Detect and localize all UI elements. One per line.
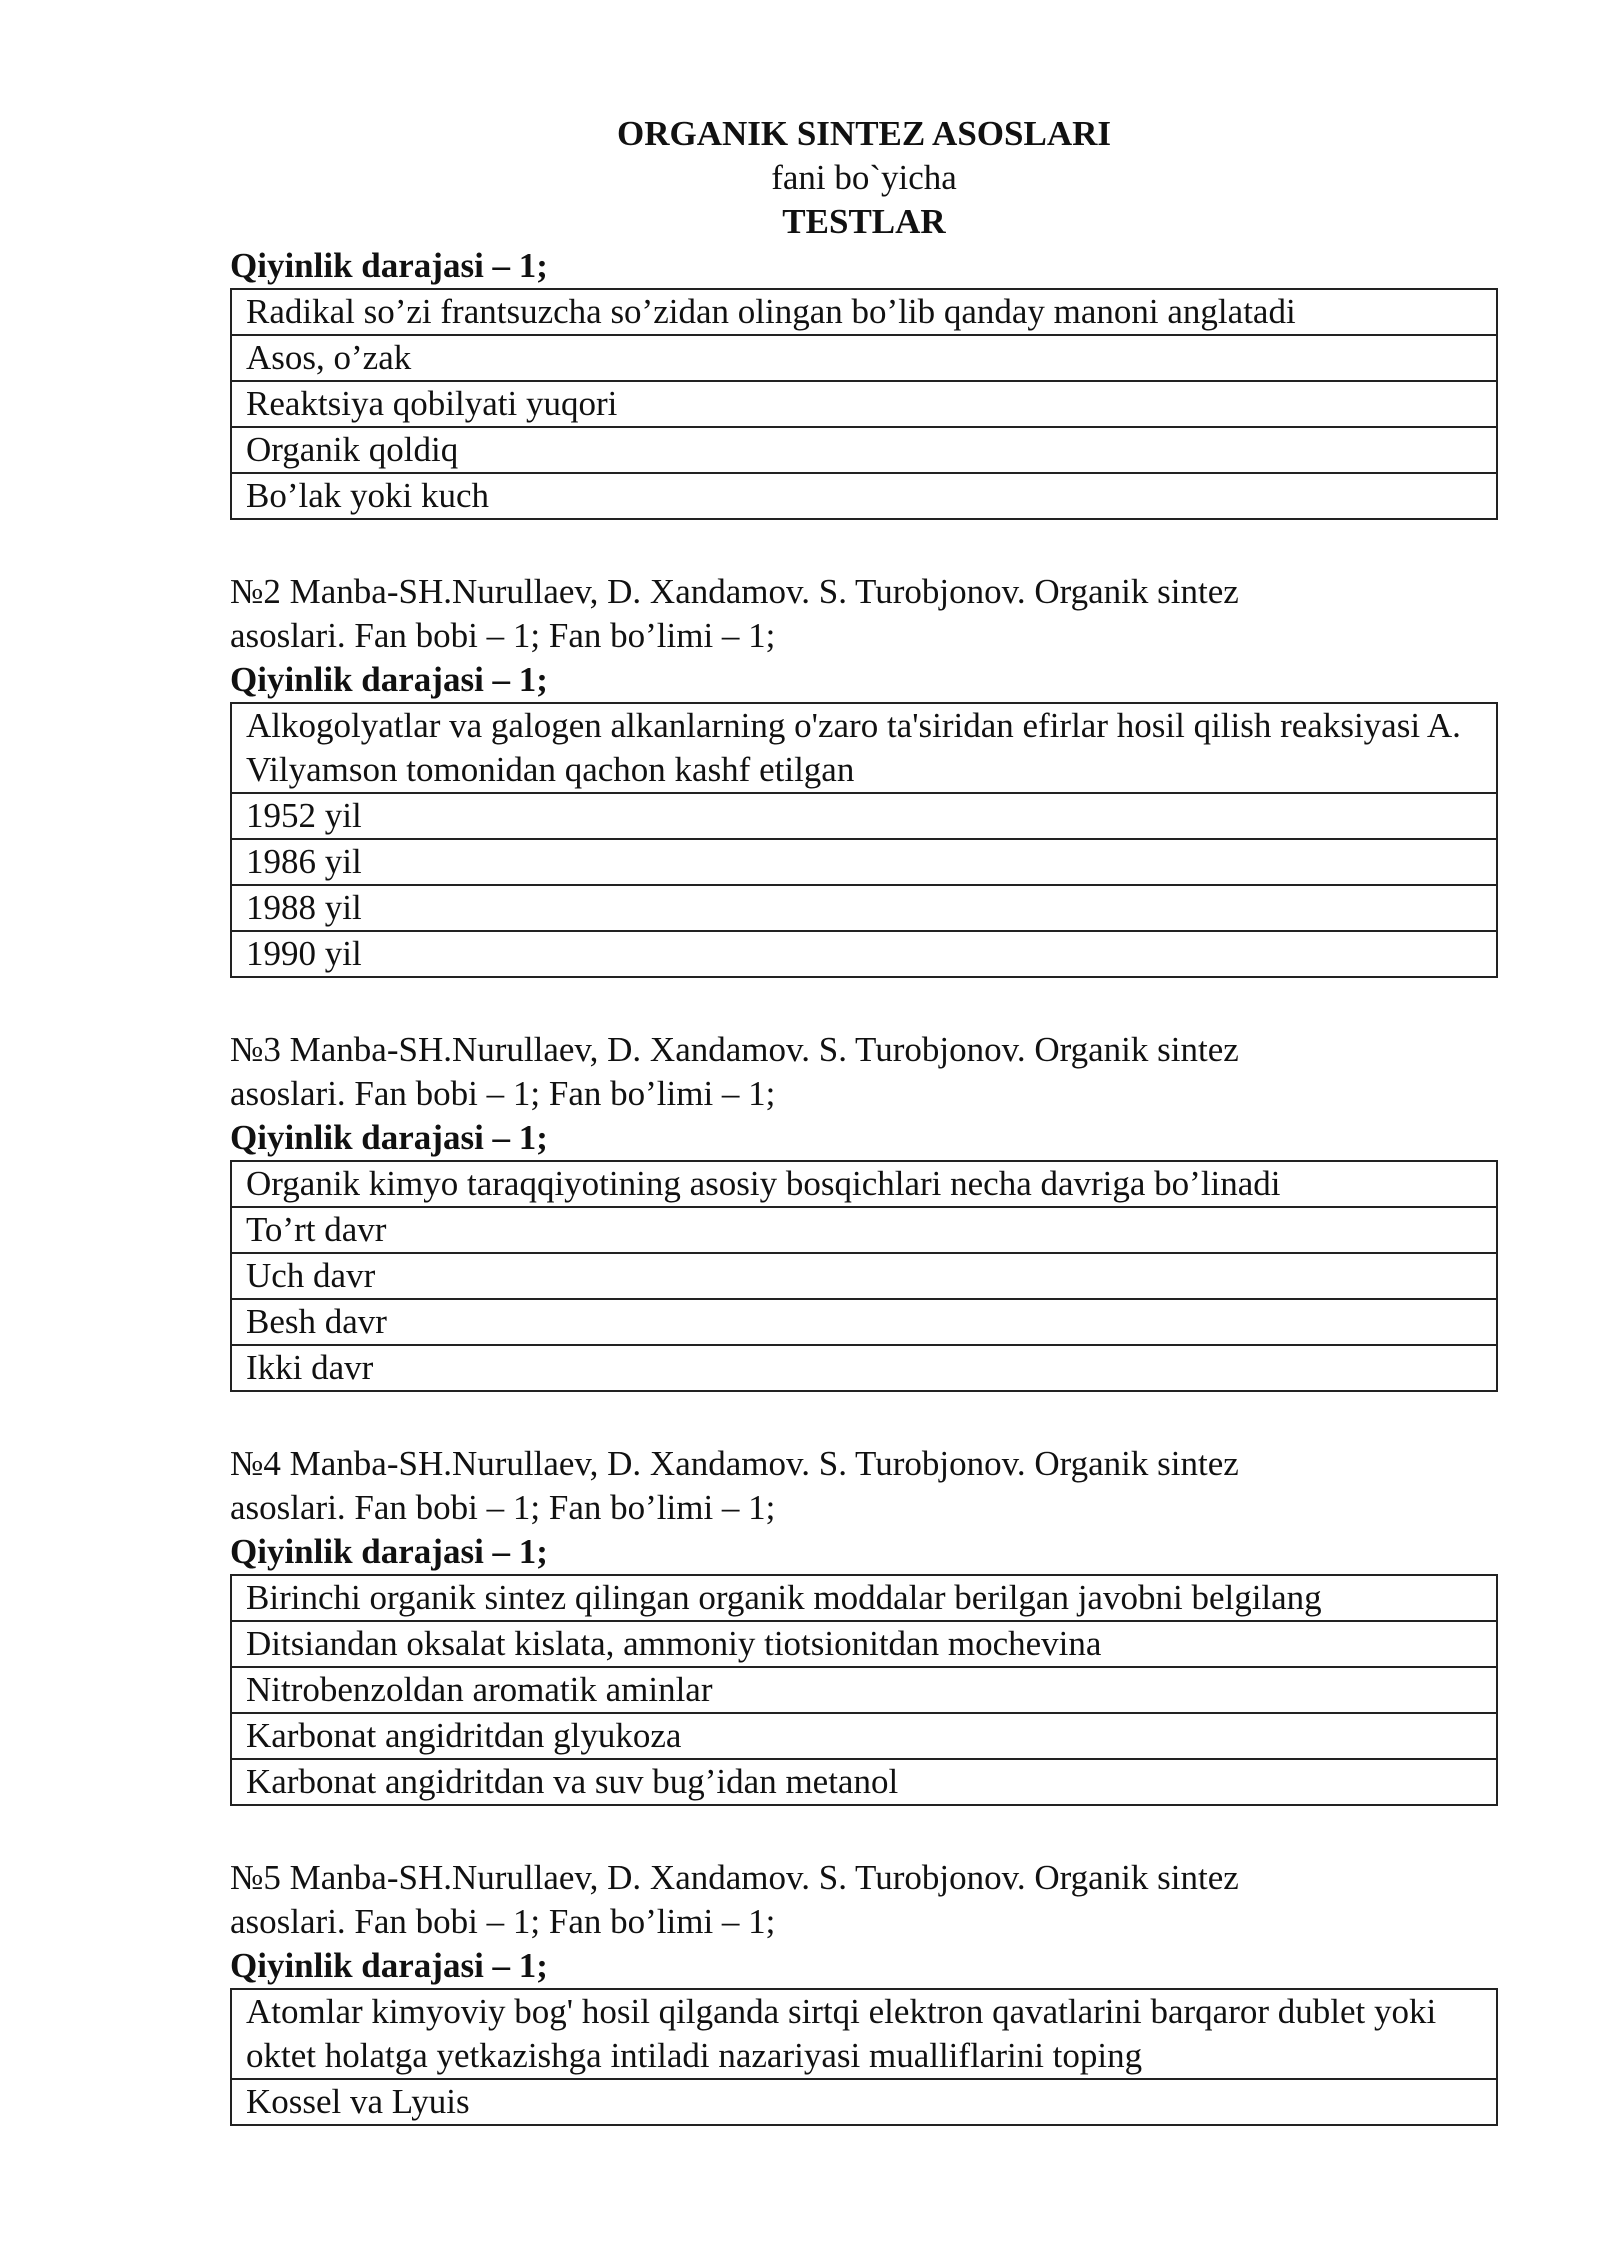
document-subtitle: fani bo`yicha (771, 158, 957, 197)
source-line: №5 Manba-SH.Nurullaev, D. Xandamov. S. Turobjonov. Organik sintez (230, 1858, 1239, 1897)
spacer (230, 1392, 1498, 1442)
question-text: Organik kimyo taraqqiyotining asosiy bosqichlari necha davriga bo’linadi (231, 1161, 1497, 1207)
answer-option: 1986 yil (231, 839, 1497, 885)
answer-option: Ditsiandan oksalat kislata, ammoniy tiotsionitdan mochevina (231, 1621, 1497, 1667)
answer-option: Asos, o’zak (231, 335, 1497, 381)
document-header (230, 112, 1498, 244)
question-text: Birinchi organik sintez qilingan organik moddalar berilgan javobni belgilang (231, 1575, 1497, 1621)
answer-option: Kossel va Lyuis (231, 2079, 1497, 2125)
question-source (230, 1442, 1498, 1530)
source-line: №2 Manba-SH.Nurullaev, D. Xandamov. S. Turobjonov. Organik sintez (230, 572, 1239, 611)
question-table (230, 288, 1498, 520)
answer-option: 1990 yil (231, 931, 1497, 977)
spacer (230, 1806, 1498, 1856)
question-source (230, 570, 1498, 658)
spacer (230, 520, 1498, 570)
answer-option: Nitrobenzoldan aromatik aminlar (231, 1667, 1497, 1713)
question-table (230, 1160, 1498, 1392)
question-block-1 (230, 244, 1498, 520)
answer-option: Uch davr (231, 1253, 1497, 1299)
question-source (230, 1856, 1498, 1944)
answer-option: Bo’lak yoki kuch (231, 473, 1497, 519)
question-text: Atomlar kimyoviy bog' hosil qilganda sirtqi elektron qavatlarini barqaror dublet yoki oktet holatga yetkazishga intiladi nazariyasi mualliflarini toping (231, 1989, 1497, 2079)
document-section-title: TESTLAR (782, 202, 946, 241)
answer-option: Karbonat angidritdan va suv bug’idan metanol (231, 1759, 1497, 1805)
source-line: asoslari. Fan bobi – 1; Fan bo’limi – 1; (230, 1902, 776, 1941)
answer-option: Organik qoldiq (231, 427, 1497, 473)
document-page (230, 112, 1498, 2126)
question-block-4 (230, 1442, 1498, 1806)
answer-option: Besh davr (231, 1299, 1497, 1345)
answer-option: 1952 yil (231, 793, 1497, 839)
difficulty-level: Qiyinlik darajasi – 1; (230, 660, 548, 699)
answer-option: Reaktsiya qobilyati yuqori (231, 381, 1497, 427)
question-block-2 (230, 570, 1498, 978)
question-text: Alkogolyatlar va galogen alkanlarning o'zaro ta'siridan efirlar hosil qilish reaksiyasi A. Vilyamson tomonidan qachon kashf etilgan (231, 703, 1497, 793)
source-line: №4 Manba-SH.Nurullaev, D. Xandamov. S. Turobjonov. Organik sintez (230, 1444, 1239, 1483)
question-source (230, 1028, 1498, 1116)
answer-option: Ikki davr (231, 1345, 1497, 1391)
source-line: asoslari. Fan bobi – 1; Fan bo’limi – 1; (230, 1488, 776, 1527)
question-block-5 (230, 1856, 1498, 2126)
question-block-3 (230, 1028, 1498, 1392)
difficulty-level: Qiyinlik darajasi – 1; (230, 1946, 548, 1985)
answer-option: 1988 yil (231, 885, 1497, 931)
spacer (230, 978, 1498, 1028)
difficulty-level: Qiyinlik darajasi – 1; (230, 246, 548, 285)
question-table (230, 702, 1498, 978)
answer-option: Karbonat angidritdan glyukoza (231, 1713, 1497, 1759)
difficulty-level: Qiyinlik darajasi – 1; (230, 1532, 548, 1571)
source-line: asoslari. Fan bobi – 1; Fan bo’limi – 1; (230, 1074, 776, 1113)
source-line: asoslari. Fan bobi – 1; Fan bo’limi – 1; (230, 616, 776, 655)
source-line: №3 Manba-SH.Nurullaev, D. Xandamov. S. Turobjonov. Organik sintez (230, 1030, 1239, 1069)
difficulty-level: Qiyinlik darajasi – 1; (230, 1118, 548, 1157)
question-table (230, 1988, 1498, 2126)
question-text: Radikal so’zi frantsuzcha so’zidan olingan bo’lib qanday manoni anglatadi (231, 289, 1497, 335)
document-title: ORGANIK SINTEZ ASOSLARI (616, 114, 1112, 153)
question-table (230, 1574, 1498, 1806)
answer-option: To’rt davr (231, 1207, 1497, 1253)
